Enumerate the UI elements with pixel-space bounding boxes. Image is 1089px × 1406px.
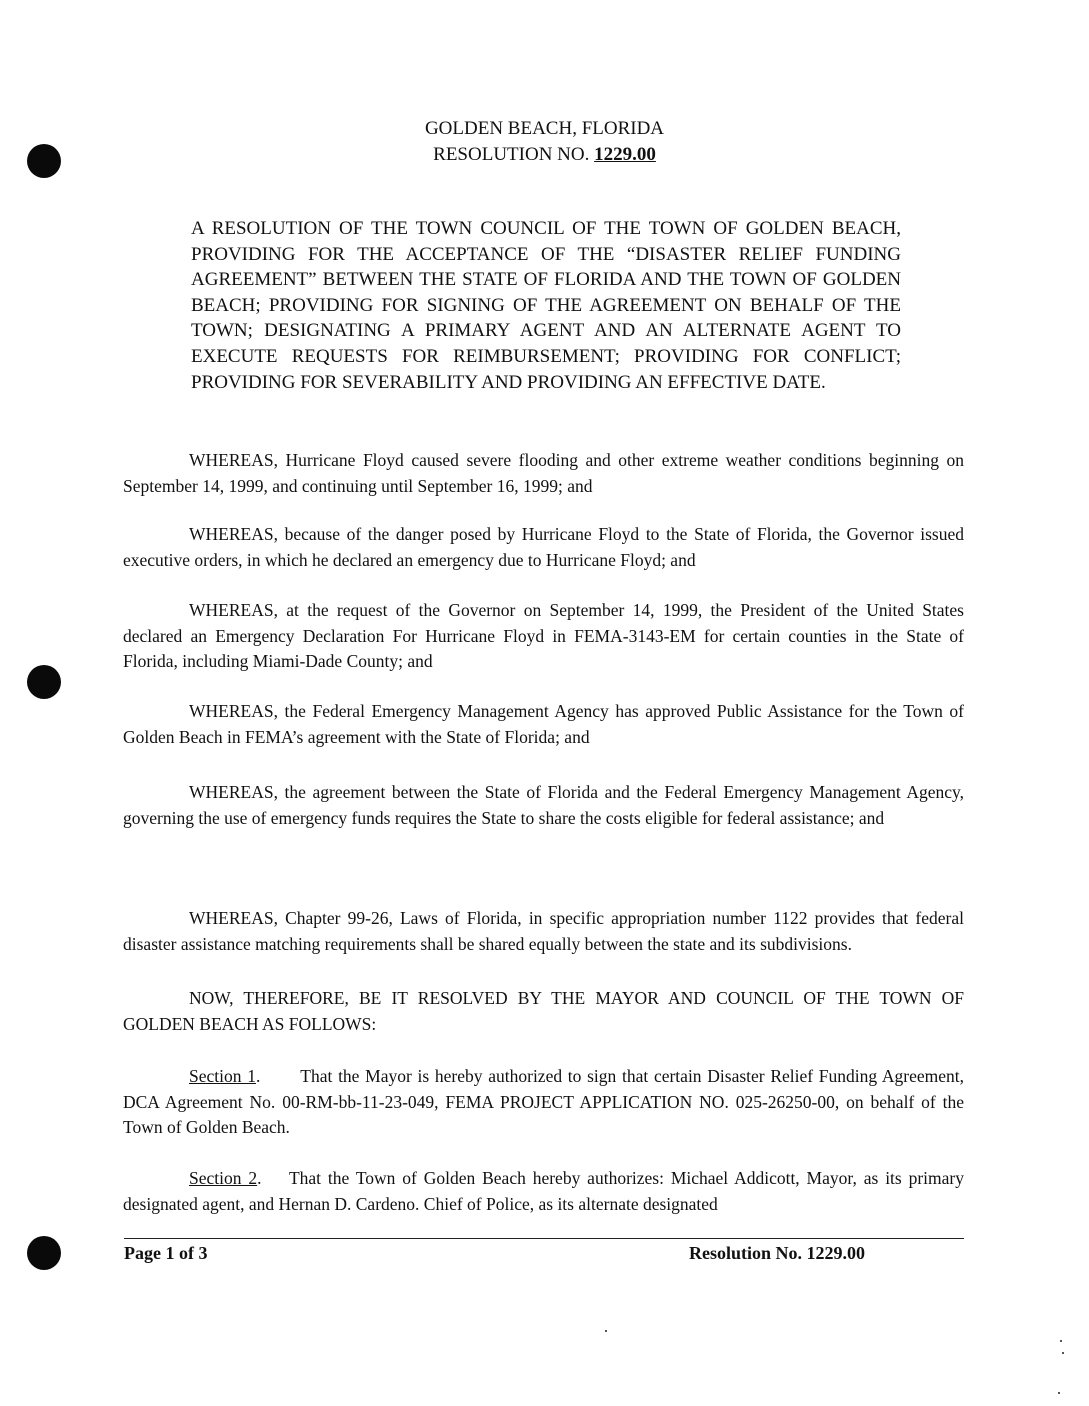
title-line-2	[0, 142, 1089, 168]
whereas-paragraph-6: WHEREAS, Chapter 99-26, Laws of Florida, in specific appropriation number 1122 provides that federal disaster assistance matching requirements shall be shared equally between the state and its subdivisions.	[123, 908, 964, 954]
resolution-abstract: A RESOLUTION OF THE TOWN COUNCIL OF THE TOWN OF GOLDEN BEACH, PROVIDING FOR THE ACCEPTANCE OF THE “DISASTER RELIEF FUNDING AGREEMENT” BETWEEN THE STATE OF FLORIDA AND THE TOWN OF GOLDEN BEACH; PROVIDING FOR SIGNING OF THE AGREEMENT ON BEHALF OF THE TOWN; DESIGNATING A PRIMARY AGENT AND AN ALTERNATE AGENT TO EXECUTE REQUESTS FOR REIMBURSEMENT; PROVIDING FOR CONFLICT; PROVIDING FOR SEVERABILITY AND PROVIDING AN EFFECTIVE DATE.	[191, 218, 901, 393]
section-1: Section 1. That the Mayor is hereby authorized to sign that certain Disaster Relief Funding Agreement, DCA Agreement No. 00-RM-bb-11-23-049, FEMA PROJECT APPLICATION NO. 025-26250-00, on behalf of the Town of Golden Beach.	[123, 1066, 964, 1137]
section-2-text: That the Town of Golden Beach hereby authorizes: Michael Addicott, Mayor, as its primary designated agent, and Hernan D. Cardeno. Chief of Police, as its alternate designated	[123, 1168, 964, 1214]
whereas-paragraph-1: WHEREAS, Hurricane Floyd caused severe flooding and other extreme weather conditions beginning on September 14, 1999, and continuing until September 16, 1999; and	[123, 450, 964, 496]
section-1-label: Section 1	[189, 1066, 256, 1086]
resolution-prefix: RESOLUTION NO.	[433, 144, 595, 165]
whereas-paragraph-5: WHEREAS, the agreement between the State of Florida and the Federal Emergency Management Agency, governing the use of emergency funds requires the State to share the costs eligible for federal assistance; and	[123, 782, 964, 828]
scan-speck	[1062, 1352, 1064, 1354]
title-line-1: GOLDEN BEACH, FLORIDA	[424, 118, 665, 139]
whereas-paragraph-2: WHEREAS, because of the danger posed by Hurricane Floyd to the State of Florida, the Governor issued executive orders, in which he declared an emergency due to Hurricane Floyd; and	[123, 524, 964, 570]
scan-speck	[1060, 1340, 1062, 1342]
whereas-paragraph-3: WHEREAS, at the request of the Governor on September 14, 1999, the President of the United States declared an Emergency Declaration For Hurricane Floyd in FEMA-3143-EM for certain counties in the State of Florida, including Miami-Dade County; and	[123, 600, 964, 671]
footer-resolution-number: Resolution No. 1229.00	[689, 1243, 866, 1263]
section-1-text: That the Mayor is hereby authorized to sign that certain Disaster Relief Funding Agreement, DCA Agreement No. 00-RM-bb-11-23-049, FEMA PROJECT APPLICATION NO. 025-26250-00, on behalf of the Town of Golden Beach.	[123, 1066, 964, 1137]
footer-page-number: Page 1 of 3	[124, 1243, 208, 1263]
resolution-number: 1229.00	[594, 144, 656, 165]
footer-rule	[124, 1238, 964, 1239]
scan-speck	[1058, 1392, 1060, 1394]
resolved-clause: NOW, THEREFORE, BE IT RESOLVED BY THE MAYOR AND COUNCIL OF THE TOWN OF GOLDEN BEACH AS FOLLOWS:	[123, 988, 964, 1034]
whereas-paragraph-4: WHEREAS, the Federal Emergency Management Agency has approved Public Assistance for the Town of Golden Beach in FEMA’s agreement with the State of Florida; and	[123, 701, 964, 747]
punch-hole-bottom	[27, 1236, 61, 1270]
document-title	[0, 116, 1089, 168]
section-2-label: Section 2	[189, 1168, 258, 1188]
punch-hole-middle	[27, 665, 61, 699]
scan-speck	[605, 1330, 607, 1332]
section-2: Section 2. That the Town of Golden Beach hereby authorizes: Michael Addicott, Mayor, as its primary designated agent, and Hernan D. Cardeno. Chief of Police, as its alternate designated	[123, 1168, 964, 1214]
